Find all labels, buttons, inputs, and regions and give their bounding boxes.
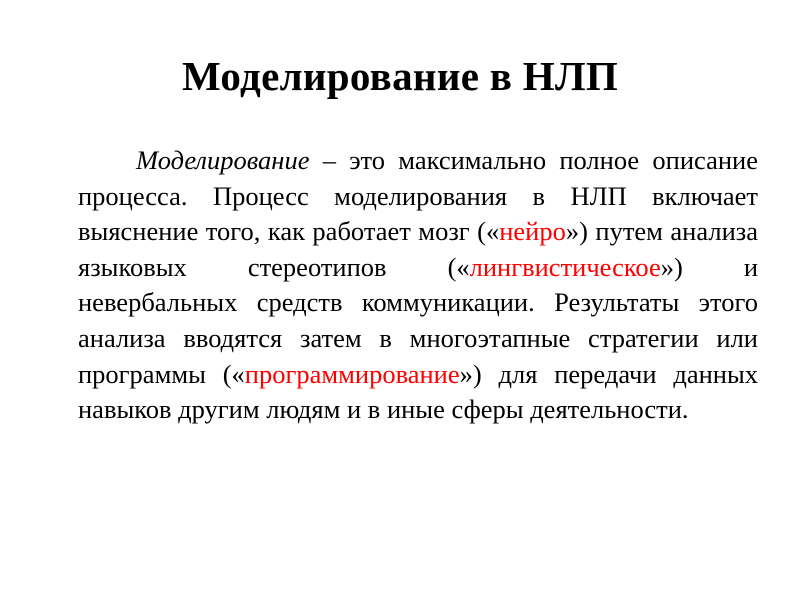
paragraph-text-1: – это максимально полное описание процесса. Процесс моделирования в НЛП включает выяснение того, как работает мозг (« [78, 145, 758, 247]
highlight-programming: программирование [244, 358, 460, 389]
paragraph-text-3: ») и невербальных средств коммуникации. Результаты этого анализа вводятся затем в многоэтапные стратегии или программы (« [78, 251, 758, 389]
paragraph-text-4: ») для передачи данных навыков другим людям и в иные сферы деятельности. [78, 358, 758, 425]
term-modeling: Моделирование [136, 145, 310, 175]
highlight-neuro: нейро [499, 216, 566, 247]
highlight-linguistic: лингвистическое [469, 251, 661, 282]
definition-paragraph [78, 143, 758, 428]
paragraph-text-2: ») путем анализа языковых стереотипов (« [78, 216, 758, 282]
slide-title: Моделирование в НЛП [181, 53, 619, 99]
